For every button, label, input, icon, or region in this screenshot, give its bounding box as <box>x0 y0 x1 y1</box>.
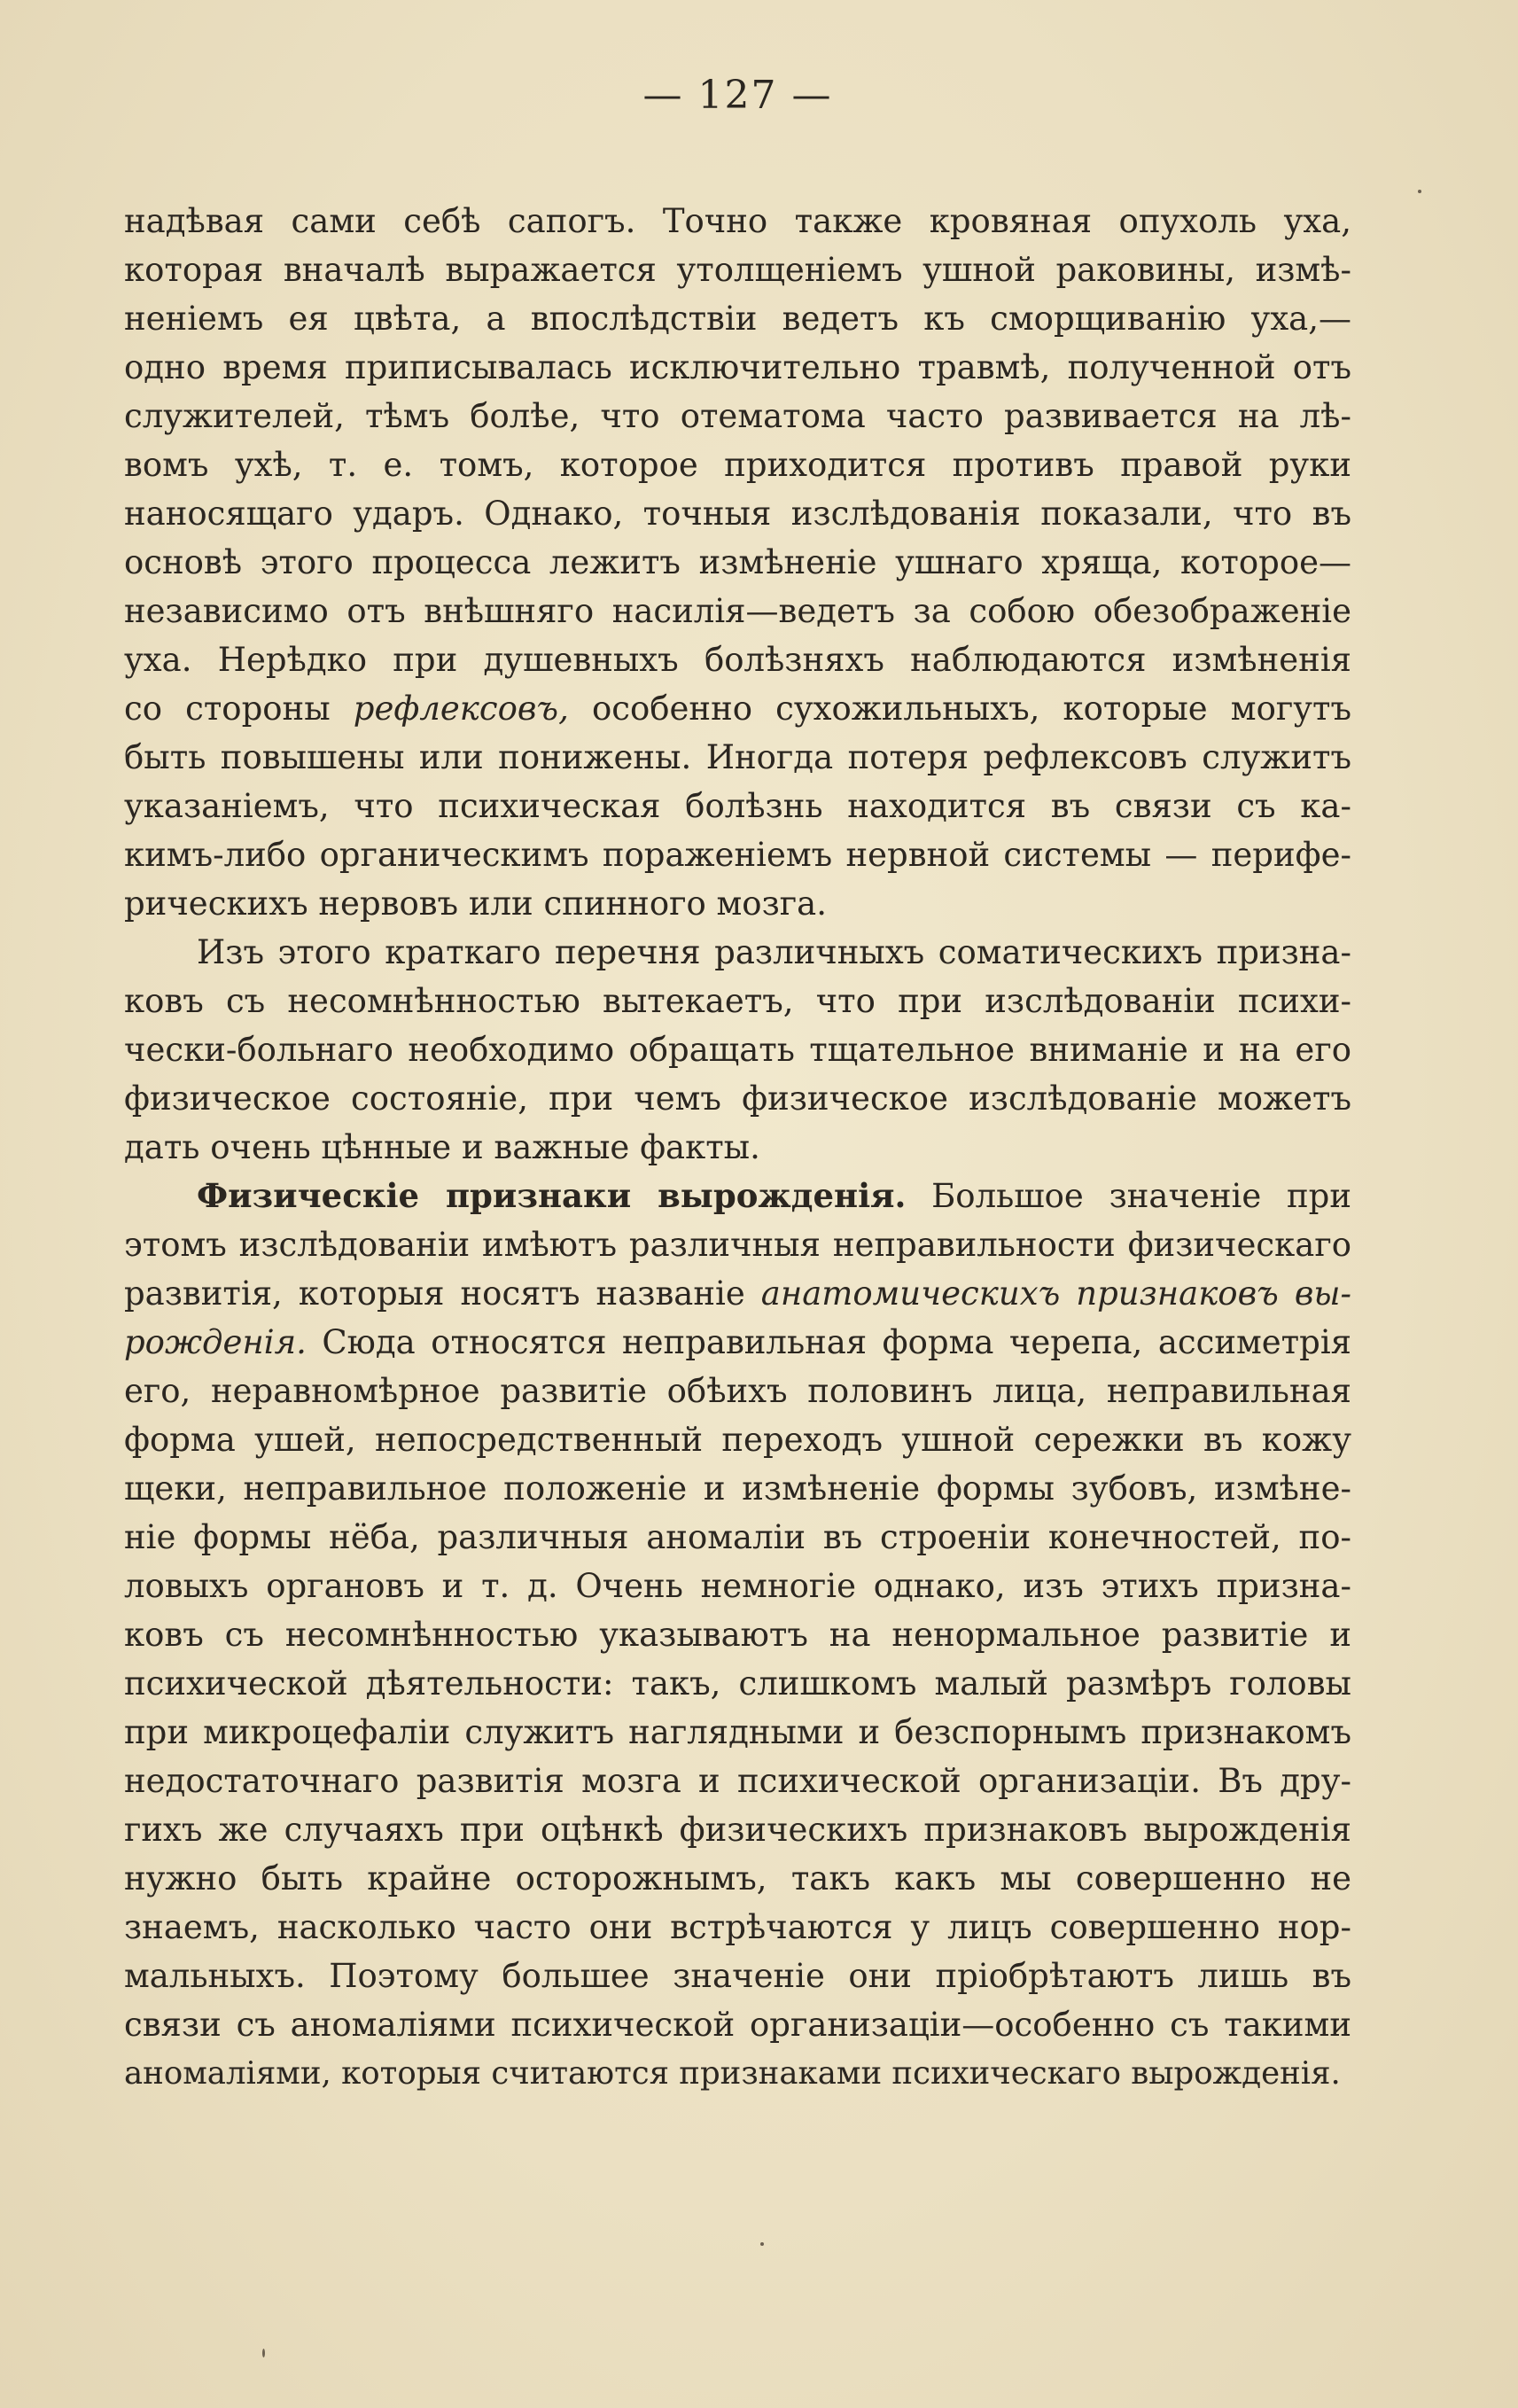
paper-speck <box>1418 190 1421 193</box>
text-line: уха. Нерѣдко при душевныхъ болѣзняхъ наблюдаются измѣненія <box>124 641 1351 679</box>
text-segment: особенно сухожильныхъ, которые могутъ <box>568 690 1352 728</box>
section-heading: Физическіе признаки вырожденія. <box>197 1176 907 1215</box>
text-line: психической дѣятельности: такъ, слишкомъ малый размѣръ головы <box>124 1664 1351 1703</box>
text-line: нужно быть крайне осторожнымъ, такъ какъ мы совершенно не <box>124 1859 1351 1898</box>
text-segment: развитія, которыя носятъ названіе <box>124 1274 761 1313</box>
italic-term: рефлексовъ, <box>353 690 569 728</box>
page-number: — 127 — <box>642 73 833 118</box>
text-line: независимо отъ внѣшняго насилія—ведетъ за собою обезображеніе <box>124 592 1351 630</box>
text-line: щеки, неправильное положеніе и измѣненіе формы зубовъ, измѣне- <box>124 1469 1351 1508</box>
paragraph-3 <box>124 1172 1351 2098</box>
text-line: неніемъ ея цвѣта, а впослѣдствіи ведетъ къ сморщиванію уха,— <box>124 300 1351 338</box>
text-line <box>124 684 1351 733</box>
text-line: ніе формы нёба, различныя аномаліи въ строеніи конечностей, по- <box>124 1518 1351 1556</box>
text-line: Изъ этого краткаго перечня различныхъ соматическихъ призна- <box>197 933 1351 971</box>
text-line: форма ушей, непосредственный переходъ ушной сережки въ кожу <box>124 1421 1351 1459</box>
text-line: одно время приписывалась исключительно травмѣ, полученной отъ <box>124 348 1351 386</box>
text-line: аномаліями, которыя считаются признаками психическаго вырожденія. <box>124 2055 1341 2092</box>
text-line: мальныхъ. Поэтому большее значеніе они пріобрѣтаютъ лишь въ <box>124 1957 1351 1995</box>
text-line: служителей, тѣмъ болѣе, что отематома часто развивается на лѣ- <box>124 397 1351 435</box>
paper-speck <box>760 2242 764 2246</box>
text-segment: Сюда относятся неправильная форма черепа, ассиметрія <box>306 1323 1351 1361</box>
page-body <box>124 69 1351 2098</box>
paragraph-2 <box>124 928 1351 1172</box>
text-line: ловыхъ органовъ и т. д. Очень немногіе однако, изъ этихъ призна- <box>124 1567 1351 1605</box>
text-line: физическое состояніе, при чемъ физическое изслѣдованіе можетъ <box>124 1079 1351 1118</box>
text-segment: со стороны <box>124 690 354 728</box>
text-line: ковъ съ несомнѣнностью указываютъ на ненормальное развитіе и <box>124 1616 1351 1654</box>
text-line: дать очень цѣнные и важные факты. <box>124 1128 760 1166</box>
text-line: которая вначалѣ выражается утолщеніемъ ушной раковины, измѣ- <box>124 251 1351 289</box>
italic-term: анатомическихъ признаковъ вы- <box>760 1274 1351 1313</box>
text-line: знаемъ, насколько часто они встрѣчаются у лицъ совершенно нор- <box>124 1908 1351 1946</box>
paper-speck <box>262 2349 265 2357</box>
text-line: рическихъ нервовъ или спинного мозга. <box>124 884 827 923</box>
text-line: быть повышены или понижены. Иногда потеря рефлексовъ служитъ <box>124 738 1351 776</box>
text-line: ковъ съ несомнѣнностью вытекаетъ, что при изслѣдованіи психи- <box>124 982 1351 1020</box>
text-segment: Большое значеніе при <box>906 1177 1351 1215</box>
text-line: его, неравномѣрное развитіе обѣихъ половинъ лица, неправильная <box>124 1372 1351 1410</box>
text-line: при микроцефаліи служитъ наглядными и безспорнымъ признакомъ <box>124 1713 1351 1751</box>
text-line: чески-больнаго необходимо обращать тщательное вниманіе и на его <box>124 1031 1351 1069</box>
italic-term: рожденія. <box>124 1323 307 1361</box>
text-line: наносящаго ударъ. Однако, точныя изслѣдованія показали, что въ <box>124 495 1351 533</box>
text-line <box>124 1172 1351 1220</box>
text-line: надѣвая сами себѣ сапогъ. Точно также кровяная опухоль уха, <box>124 202 1351 240</box>
text-line: недостаточнаго развитія мозга и психической организаціи. Въ дру- <box>124 1762 1351 1800</box>
text-line: основѣ этого процесса лежитъ измѣненіе ушнаго хряща, которое— <box>124 543 1351 581</box>
text-line: связи съ аномаліями психической организаціи—особенно съ такими <box>124 2006 1351 2044</box>
text-line: гихъ же случаяхъ при оцѣнкѣ физическихъ признаковъ вырожденія <box>124 1811 1351 1849</box>
text-line: указаніемъ, что психическая болѣзнь находится въ связи съ ка- <box>124 787 1351 825</box>
text-line <box>124 1269 1351 1318</box>
text-line: кимъ-либо органическимъ пораженіемъ нервной системы — перифе- <box>124 836 1351 874</box>
text-line: этомъ изслѣдованіи имѣютъ различныя неправильности физическаго <box>124 1226 1351 1264</box>
text-line: вомъ ухѣ, т. е. томъ, которое приходится противъ правой руки <box>124 446 1351 484</box>
text-line <box>124 1318 1351 1367</box>
paragraph-1 <box>124 197 1351 928</box>
